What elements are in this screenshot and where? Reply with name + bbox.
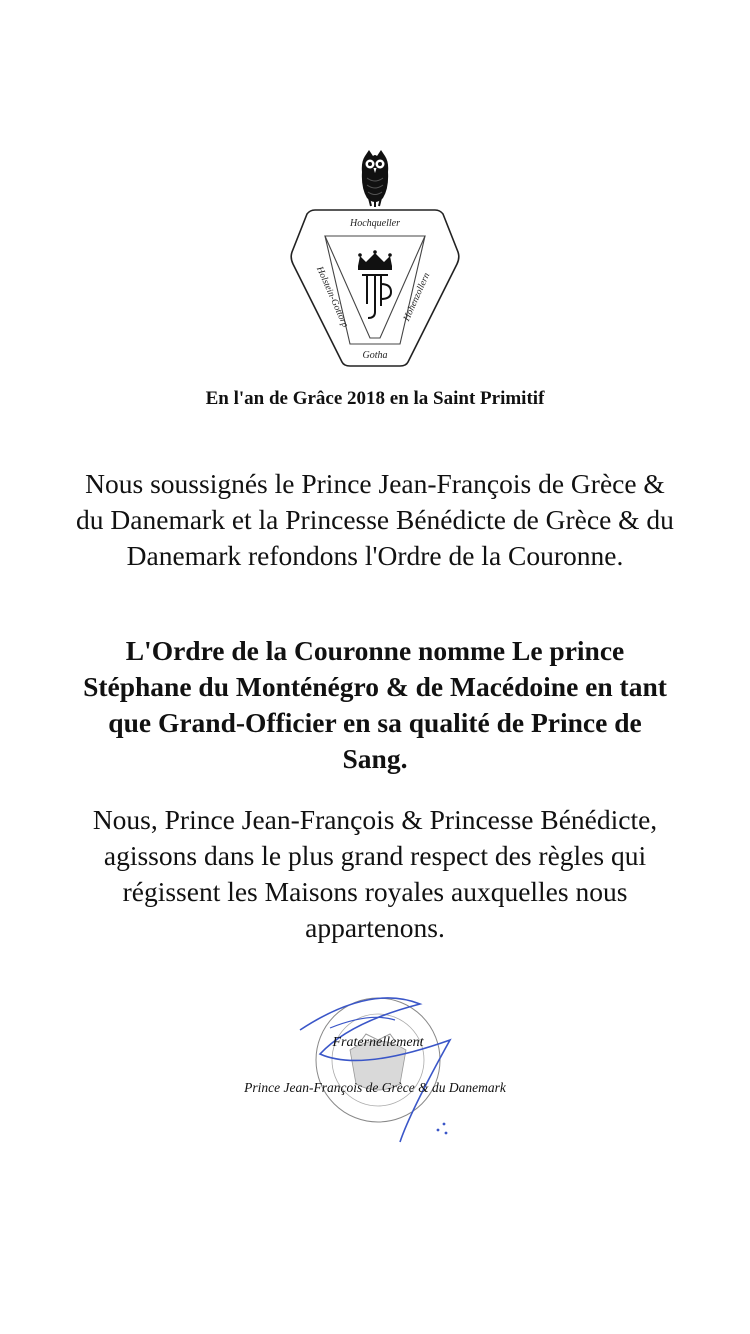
house-emblem [280,148,470,373]
emblem-bottom-label: Gotha [362,350,388,361]
emblem-top-label: Hochqueller [350,218,400,229]
emblem-right-label: Hohenzollern [402,271,433,323]
signature-salutation: Fraternellement [332,1035,424,1050]
appointment-paragraph: L'Ordre de la Couronne nomme Le prince Stéphane du Monténégro & de Macédoine en tant que Grand-Officier en sa qualité de Prince de Sang. [83,635,667,774]
signature-block [200,992,550,1144]
signature-name: Prince Jean-François de Grèce & du Danemark [244,1080,506,1095]
dateline: En l'an de Grâce 2018 en la Saint Primitif [205,388,545,409]
respect-paragraph: Nous, Prince Jean-François & Princesse Bénédicte, agissons dans le plus grand respect des règles qui régissent les Maisons royales auxquelles nous appartenons. [92,804,658,943]
owl-icon [362,150,388,207]
founding-paragraph: Nous soussignés le Prince Jean-François de Grèce & du Danemark et la Princesse Bénédicte de Grèce & du Danemark refondons l'Ordre de la Couronne. [76,468,674,571]
royal-seal-icon [316,998,440,1122]
crowned-monogram-icon [358,250,392,318]
emblem-left-label: Holstein-Gottorp [313,265,350,330]
